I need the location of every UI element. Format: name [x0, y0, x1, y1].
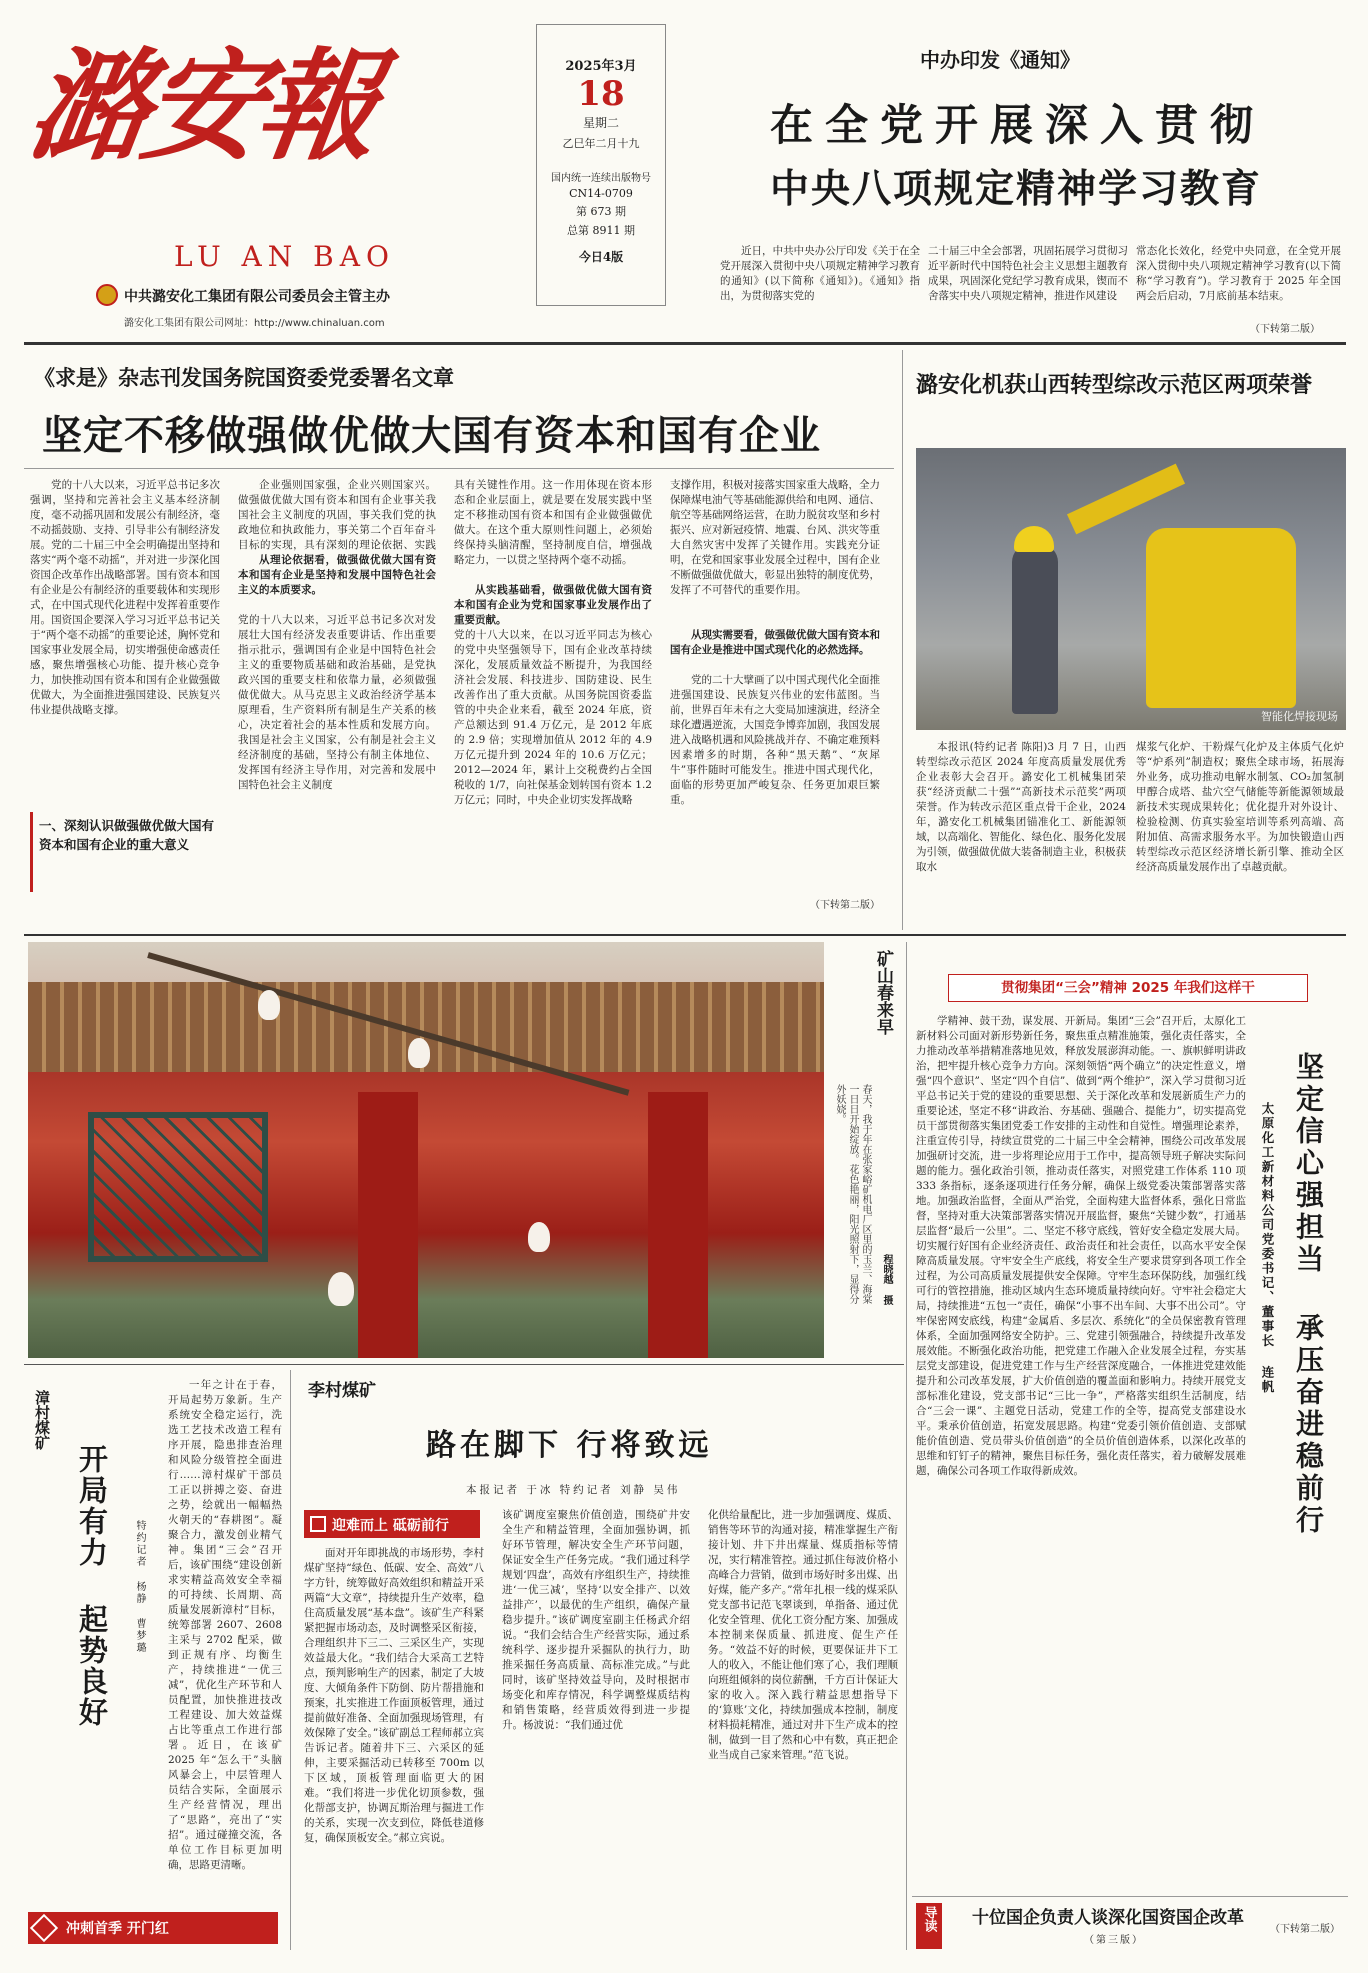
- section-divider-1: [24, 934, 1346, 936]
- guide-label-text: 导读: [921, 1906, 937, 1932]
- qiushi-col-2: [238, 478, 436, 918]
- footer-tag-icon: [30, 1914, 58, 1942]
- column-divider-zhangcun: [290, 1370, 291, 1950]
- date-year-month: 2025年3月: [565, 59, 637, 74]
- qiushi-title-rule: [24, 468, 894, 469]
- magnolia-flower-2: [408, 1038, 430, 1068]
- sanhui-banner-text: 贯彻集团“三会”精神 2025 年我们这样干: [1001, 980, 1255, 996]
- zhangcun-author: 特约记者 杨静 曹梦璐: [134, 1520, 145, 1654]
- lead-col-2: 二十届三中全会部署，巩固拓展学习贯彻习近平新时代中国特色社会主义思想主题教育成果，巩固深化党纪学习教育成果，锲而不舍落实中央八项规定精神，推进作风建设: [928, 245, 1128, 302]
- qiushi-col-1: 党的十八大以来，习近平总书记多次强调，坚持和完善社会主义基本经济制度，毫不动摇巩固和发展公有制经济，毫不动摇鼓励、支持、引导非公有制经济发展。党的二十届三中全会明确提出坚持和落实“两个毫不动摇”，并对进一步深化国资国企改革作出战略部署。国有资本和国有企业是公有制经济的重要载体和实现形式，在中国式现代化进程中发挥着重要作用。国资国企要深入学习习近平总书记关于“两个毫不动摇”的重要论述，胸怀党和国家事业发展全局，切实增强使命感责任感，聚焦增强核心功能、提升核心竞争力，加快推动国有资本和国有企业做强做优做大，为全面推进强国建设、民族复兴伟业提供战略支撑。: [30, 479, 220, 716]
- qiushi-subhead-1-text: 一、深刻认识做强做优做大国有资本和国有企业的重大意义: [39, 818, 215, 852]
- lead-kicker: 中办印发《通知》: [920, 48, 1080, 72]
- sanhui-article: [912, 942, 1348, 1952]
- luanhua-photo-caption: 智能化焊接现场: [1261, 710, 1338, 723]
- issn-label: 国内统一连续出版物号: [551, 173, 651, 184]
- red-pillar-shape: [358, 1092, 418, 1358]
- column-divider-main: [902, 350, 903, 930]
- luanhua-col-1: 本报讯(特约记者 陈阳)3 月 7 日，山西转型综改示范区 2024 年度高质量发展优秀企业表彰大会召开。潞安化工机械集团荣获“经济贡献二十强”“高新技术示范奖”两项荣誉。作为转改示范区重点骨干企业，2024 年，潞安化工机械集团锚准化工、新能源领域，以高端化、智能化、绿色化、服务化发展为引领，做强做优做大装备制造主业，积极获取水: [916, 741, 1126, 873]
- date-weekday: 星期二: [582, 116, 619, 130]
- licun-tag: [304, 1510, 480, 1538]
- qiushi-title: 坚定不移做强做优做大国有资本和国有企业: [42, 413, 821, 459]
- zhangcun-article: [24, 1370, 286, 1950]
- luanhua-article: [912, 350, 1348, 930]
- magnolia-flower-3: [328, 1272, 354, 1306]
- date-day: 18: [577, 74, 625, 114]
- luanhua-col-2: 煤浆气化炉、干粉煤气化炉及主体质气化炉等“炉系列”制造权；聚焦全球市场，拓展海外业务，成功推动电解水制氢、CO₂加氢制甲醇合成塔、盐穴空气储能等新能源领域最新技术实现成果转化；优化提升对外设计、检验检测、仿真实验室培训等系列高端、高附加值、高需求服务水平。为加快锻造山西转型综改示范区经济增长新引擎、推动全区经济高质量发展作出了卓越贡献。: [1136, 741, 1344, 873]
- window-lattice-shape: [88, 1112, 268, 1262]
- section-divider-2: [24, 1364, 904, 1365]
- red-pillar-shape-2: [648, 1092, 708, 1358]
- lead-col-3: 常态化长效化，经党中央同意，在全党开展深入贯彻中央八项规定精神学习教育(以下简称“学习教育”)。学习教育于 2025 年全国两会后启动，7月底前基本结束。: [1136, 245, 1341, 302]
- sanhui-author: 太原化工新材料公司党委书记、董事长 连帆: [1260, 1102, 1275, 1395]
- guide-title: 十位国企负责人谈深化国资国企改革: [972, 1908, 1244, 1928]
- qiushi-col-2-para-b: 党的十八大以来，习近平总书记多次对发展壮大国有经济发表重要讲话、作出重要指示批示，强调国有企业是中国特色社会主义的重要物质基础和政治基础，是党执政兴国的重要支柱和依靠力量，必须做强做优做大。从马克思主义政治经济学基本原理看，生产资料所有制是生产关系的核心，决定着社会的基本性质和发展方向。我国是社会主义国家，公有制是社会主义经济制度的基础，坚持公有制主体地位、发挥国有经济主导作用，对完善和发展中国特色社会主义制度: [238, 614, 436, 791]
- spring-photo-author: 程晓越 摄: [881, 1254, 892, 1305]
- licun-col-1: 面对开年即挑战的市场形势，李村煤矿坚持“绿色、低碳、安全、高效”八字方针，统筹做好高效组织和精益开采两篇“大文章”，持续提升生产效率，稳住高质量发展“基本盘”。该矿生产科紧紧把握市场动态，及时调整采区衔接，合理组织井下三二、三采区生产，实现效益最大化。“我们结合大采高工艺特点，预判影响生产的因素，制定了大坡度、大倾角条件下防倒、防片帮措施和预案，扎实推进工作面顶板管理，通过提前做好准备、全面加强现场管理，有效保障了安全。”该矿副总工程师郝立宾告诉记者。随着井下三、六采区的延伸，主要采掘活动已转移至 700m 以下区域，顶板管理面临更大的困难。“我们将进一步优化切顶参数，强化帮部支护，协调瓦斯治理与掘进工作的关系，实现一次支到位，降低巷道修复，确保顶板安全。”郝立宾说。: [304, 1547, 484, 1844]
- column-divider-sanhui: [906, 942, 907, 1950]
- qiushi-col-4-para: 支撑作用，积极对接落实国家重大战略，全力保障煤电油气等基础能源供给和电网、通信、航空等基础网络运营，在助力脱贫攻坚和乡村振兴、应对新冠疫情、地震、台风、洪灾等重大自然灾害中发挥了关键作用。实践充分证明，在党和国家事业发展全过程中，国有企业不断做强做优做大，彰显出独特的制度优势，发挥了不可替代的重要作用。: [670, 479, 880, 596]
- zhangcun-mine: 漳村煤矿: [33, 1390, 51, 1450]
- qiushi-col-3-para: 具有关键性作用。这一作用体现在资本形态和企业层面上，就是要在发展实践中坚定不移推动国有资本和国有企业做强做优做大。在这个重大原则性问题上，必须始终保持头脑清醒，坚持制度自信，增强战略定力，一以贯之坚持两个毫不动摇。: [454, 479, 652, 566]
- zhangcun-title: 开局有力 起势良好: [75, 1444, 109, 1728]
- qiushi-col-4-para-b: 党的二十大擘画了以中国式现代化全面推进强国建设、民族复兴伟业的宏伟蓝图。当前，世界百年未有之大变局加速演进，经济全球化遭遇逆流，大国竞争博弈加剧，我国发展进入战略机遇和风险挑战并存、不确定难预料因素增多的时期，各种“黑天鹅”、“灰犀牛”事件随时可能发生。推进中国式现代化，面临的形势更加严峻复杂、任务更加艰巨繁重。: [670, 674, 880, 806]
- issn-number: CN14-0709: [569, 187, 633, 200]
- licun-mine: 李村煤矿: [308, 1381, 376, 1401]
- sanhui-jump: （下转第二版）: [1270, 1924, 1340, 1935]
- qiushi-col-3-para-b: 党的十八大以来，在以习近平同志为核心的党中央坚强领导下，国有企业改革持续深化，发展质量效益不断提升，为我国经济社会发展、科技进步、国防建设、民生改善作出了重大贡献。从国务院国资委监管的中央企业来看，截至 2024 年底，资产总额达到 91.4 万亿元，是 2012 年底的 2.9 倍；实现增加值从 2012 年的 4.9 万亿元提升到 2024 年的 10.6 万亿元；2012—2024 年，累计上交税费约占全国税收的 1/7，向社保基金划转国有资本 1.2 万亿元；同时，中央企业切实发挥战略: [454, 629, 652, 806]
- qiushi-jump: （下转第二版）: [810, 900, 880, 911]
- spring-photo-caption: 春天，我于年在张家峪矿机电厂区里的玉兰、海棠一日日开始绽放。花色艳丽，阳光照射下，显得分外妖娆。: [834, 1084, 871, 1304]
- sanhui-body: 学精神、鼓干劲，谋发展、开新局。集团“三会”召开后，太原化工新材料公司面对新形势新任务，聚焦重点精准施策，强化责任落实，全力推动改革举措精准落地见效，释放发展澎湃动能。一、旗帜鲜明讲政治，把牢提升核心竞争力方向。深刻领悟“两个确立”的决定性意义，增强“四个意识”、坚定“四个自信”、做到“两个维护”，深入学习贯彻习近平总书记关于党的建设的重要思想、关于深化改革和发展新质生产力的重要论述，坚定不移“讲政治、夯基础、强融合、提能力”，切实提高党员干部贯彻落实集团党委工作安排的主动性和自觉性。增强理论素养，注重宣传引导，持续宣贯党的二十届三中全会精神，围绕公司改革发展加强研讨交流，进一步将理论应用于工作中，提高领导班子解决实际问题的能力。强化政治引领，推动责任落实，对照党建工作体系 110 项 333 条指标，逐条逐项进行任务分解，确保上级党委决策部署落实落地。加强政治监督，全面从严治党，全面构建大监督体系，强化日常监督，坚持对重大决策部署落实情况开展监督，聚焦“关键少数”，打通基层监督“最后一公里”。二、坚定不移守底线，管好安全稳定发展大局。切实履行好国有企业经济责任、政治责任和社会责任，以高水平安全保障高质量发展。守牢安全生产底线，将安全生产要求贯穿到各项工作全过程，为公司高质量发展提供安全保障。守牢生态环保防线，加强红线可行的管控措施，推动区域内生态环境质量持续向好。守牢社会稳定大局，持续推进“五包一”责任，确保“小事不出车间、大事不出公司”。守牢保密网安底线，构建“金属盾、多层次、系统化”的全员保密教育管理体系，全面加强网络安全防护。三、党建引领强融合，持续提升改革发展效能。不断强化政治功能，把党建工作融入企业发展全过程，夯实基层党支部建设，促进党建工作与生产经营深度融合，一体推进党建效能提升和公司改革发展，扩大价值创造的覆盖面和影响力。持续开展党支部标准化建设，党支部书记“三比一争”，严格落实组织生活制度，结合“三会一课”、主题党日活动，党建工作的全等，提高党支部建设水平。秉承价值创造，拓宽发展思路。构建“党委引领价值创造、支部赋能价值创造、党员带头价值创造”的全员价值创造体系，以深化改革的思维和钉钉子的精神，聚焦目标任务，强化责任落实，着力破解发展难题，确保公司各项工作取得新成效。: [916, 1015, 1246, 1477]
- masthead-website: 潞安化工集团有限公司网址：http://www.chinaluan.com: [124, 318, 385, 329]
- welding-robot-shape: [1146, 528, 1296, 708]
- zhangcun-body: 一年之计在于春，开局起势万象新。生产系统安全稳定运行，洗选工艺技术改造工程有序开展，隐患排查治理和风险分级管控全面进行……漳村煤矿干部员工正以拼搏之姿、奋进之势，绘就出一幅幅热火朝天的“春耕图”。凝聚合力，激发创业精气神。集团“三会”召开后，该矿围绕“建设创新求实精益高效安全幸福的可持续、长周期、高质量发展新漳村”目标，统筹部署 2607、2608 主采与 2702 配采，做到正规有序、均衡生产，持续推进“一优三减”，优化生产环节和人员配置，加快推进技改工程建设、加大效益煤占比等重点工作进行部署。近日，在该矿 2025 年“怎么干”头脑风暴会上，中层管理人员结合实际，全面展示生产经营情况，理出了“思路”，亮出了“实招”。通过碰撞交流，各单位工作目标更加明确，思路更清晰。: [168, 1379, 282, 1871]
- masthead-logo: 潞安報: [20, 36, 382, 177]
- guide-page: （第三版）: [1084, 1935, 1144, 1946]
- qiushi-col-3: [454, 478, 652, 918]
- masthead-sponsor: 中共潞安化工集团有限公司委员会主管主办: [124, 289, 390, 305]
- date-block: [536, 24, 666, 306]
- licun-byline: 本报记者 于冰 特约记者 刘静 吴伟: [466, 1484, 681, 1496]
- licun-tag-icon: [310, 1516, 326, 1532]
- sanhui-title: 坚定信心强担当 承压奋进稳前行: [1292, 1052, 1325, 1537]
- qiushi-col-4-subhead: 从现实需要看，做强做优做大国有资本和国有企业是推进中国式现代化的必然选择。: [670, 629, 880, 656]
- worker-helmet: [1014, 526, 1054, 552]
- lead-jump: （下转第二版）: [1250, 324, 1320, 335]
- date-lunar: 乙巳年二月十九: [562, 137, 640, 150]
- worker-figure: [1012, 544, 1058, 714]
- masthead-pinyin: LU AN BAO: [174, 240, 395, 273]
- qiushi-col-2-para: 企业强则国家强，企业兴则国家兴。做强做优做大国有资本和国有企业事关我国社会主义制度的巩固，事关我们党的执政地位和执政能力，事关第二个百年奋斗目标的实现，具有深刻的理论依据、实践: [238, 479, 436, 551]
- lead-story: [690, 22, 1350, 340]
- luanhua-title: 潞安化机获山西转型综改示范区两项荣誉: [916, 372, 1313, 398]
- licun-col-2: 该矿调度室聚焦价值创造，围绕矿井安全生产和精益管理，全面加强协调，抓好环节管理，解决安全生产环节问题，保证安全生产任务完成。“我们通过科学规划‘四盘’，高效有序组织生产，持续推进‘一优三减’，坚持‘以安全排产、以效益排产’，以最优的生产组织，确保产量稳步提升。”该矿调度室副主任杨武介绍说。“我们会结合生产经营实际，通过系统科学、逐步提升采掘队的执行力，助推采掘任务高质量、高标准完成。”与此同时，该矿坚持效益导向，及时根据市场变化和库存情况，科学调整煤质结构和销售策略，经营质效得到进一步提升。杨波说：“我们通过优: [502, 1509, 690, 1731]
- masthead: [20, 22, 524, 340]
- party-emblem-icon: [96, 284, 118, 306]
- issue-number: 第 673 期: [576, 205, 626, 218]
- magnolia-flower-1: [258, 990, 280, 1020]
- robot-arm-shape: [1067, 464, 1185, 535]
- page-count: 今日4版: [578, 250, 624, 264]
- lead-col-1: 近日，中共中央办公厅印发《关于在全党开展深入贯彻中央八项规定精神学习教育的通知》(以下简称《通知》)。《通知》指出，为贯彻落实党的: [720, 245, 920, 302]
- spring-photo-title: 矿山春来早: [873, 950, 893, 1035]
- zhangcun-footer-tag-text: 冲刺首季 开门红: [66, 1921, 169, 1937]
- zhangcun-footer-tag: [28, 1912, 278, 1944]
- qiushi-kicker: 《求是》杂志刊发国务院国资委党委署名文章: [34, 365, 454, 390]
- licun-article: [296, 1370, 902, 1950]
- total-issue: 总第 8911 期: [567, 224, 635, 237]
- licun-tag-text: 迎难而上 砥砺前行: [332, 1518, 449, 1534]
- licun-col-3: 化供给量配比，进一步加强调度、煤质、销售等环节的沟通对接，精准掌握生产衔接计划、井下井出煤量、煤质指标等情况，实行精准管控。通过抓住每波价格小高峰合力营销，做到市场好时多出煤、出好煤，能产多产。”常年扎根一线的煤采队党支部书记范飞翠谈到，单指备、通过优化安全管理、优化工资分配方案、加强成本控制来保质量、抓进度、促生产任务。“效益不好的时候，更要保证井下工人的收入，不能让他们寒了心，我们理顺向班组倾斜的岗位薪酬，千方百计保证大家的收入。深入践行精益思想指导下的‘算账’文化，持续加强成本控制，制度材料损耗精准，通过对井下生产成本的控制，做到一目了然和心中有数，真正把企业当成自己家来管理。”范飞说。: [708, 1509, 898, 1761]
- qiushi-col-4: [670, 478, 880, 918]
- spring-photo-text: [828, 944, 900, 1354]
- licun-title: 路在脚下 行将致远: [426, 1428, 713, 1463]
- qiushi-col-2-subhead: 从理论依据看，做强做优做大国有资本和国有企业是坚持和发展中国特色社会主义的本质要求。: [238, 554, 436, 596]
- magnolia-flower-4: [528, 1222, 550, 1252]
- lead-title-line2: 中央八项规定精神学习教育: [770, 167, 1263, 212]
- qiushi-col-3-subhead: 从实践基础看，做强做优做大国有资本和国有企业为党和国家事业发展作出了重要贡献。: [454, 584, 652, 626]
- qiushi-article: [24, 350, 894, 930]
- guide-box: [912, 1896, 1348, 1954]
- lead-title-line1: 在全党开展深入贯彻: [770, 101, 1265, 151]
- luanhua-photo: [916, 448, 1346, 730]
- masthead-divider: [24, 342, 1346, 345]
- sanhui-banner: [948, 974, 1308, 1002]
- qiushi-subhead-1: [30, 812, 220, 892]
- spring-photo: [28, 942, 824, 1358]
- guide-label: [916, 1903, 942, 1949]
